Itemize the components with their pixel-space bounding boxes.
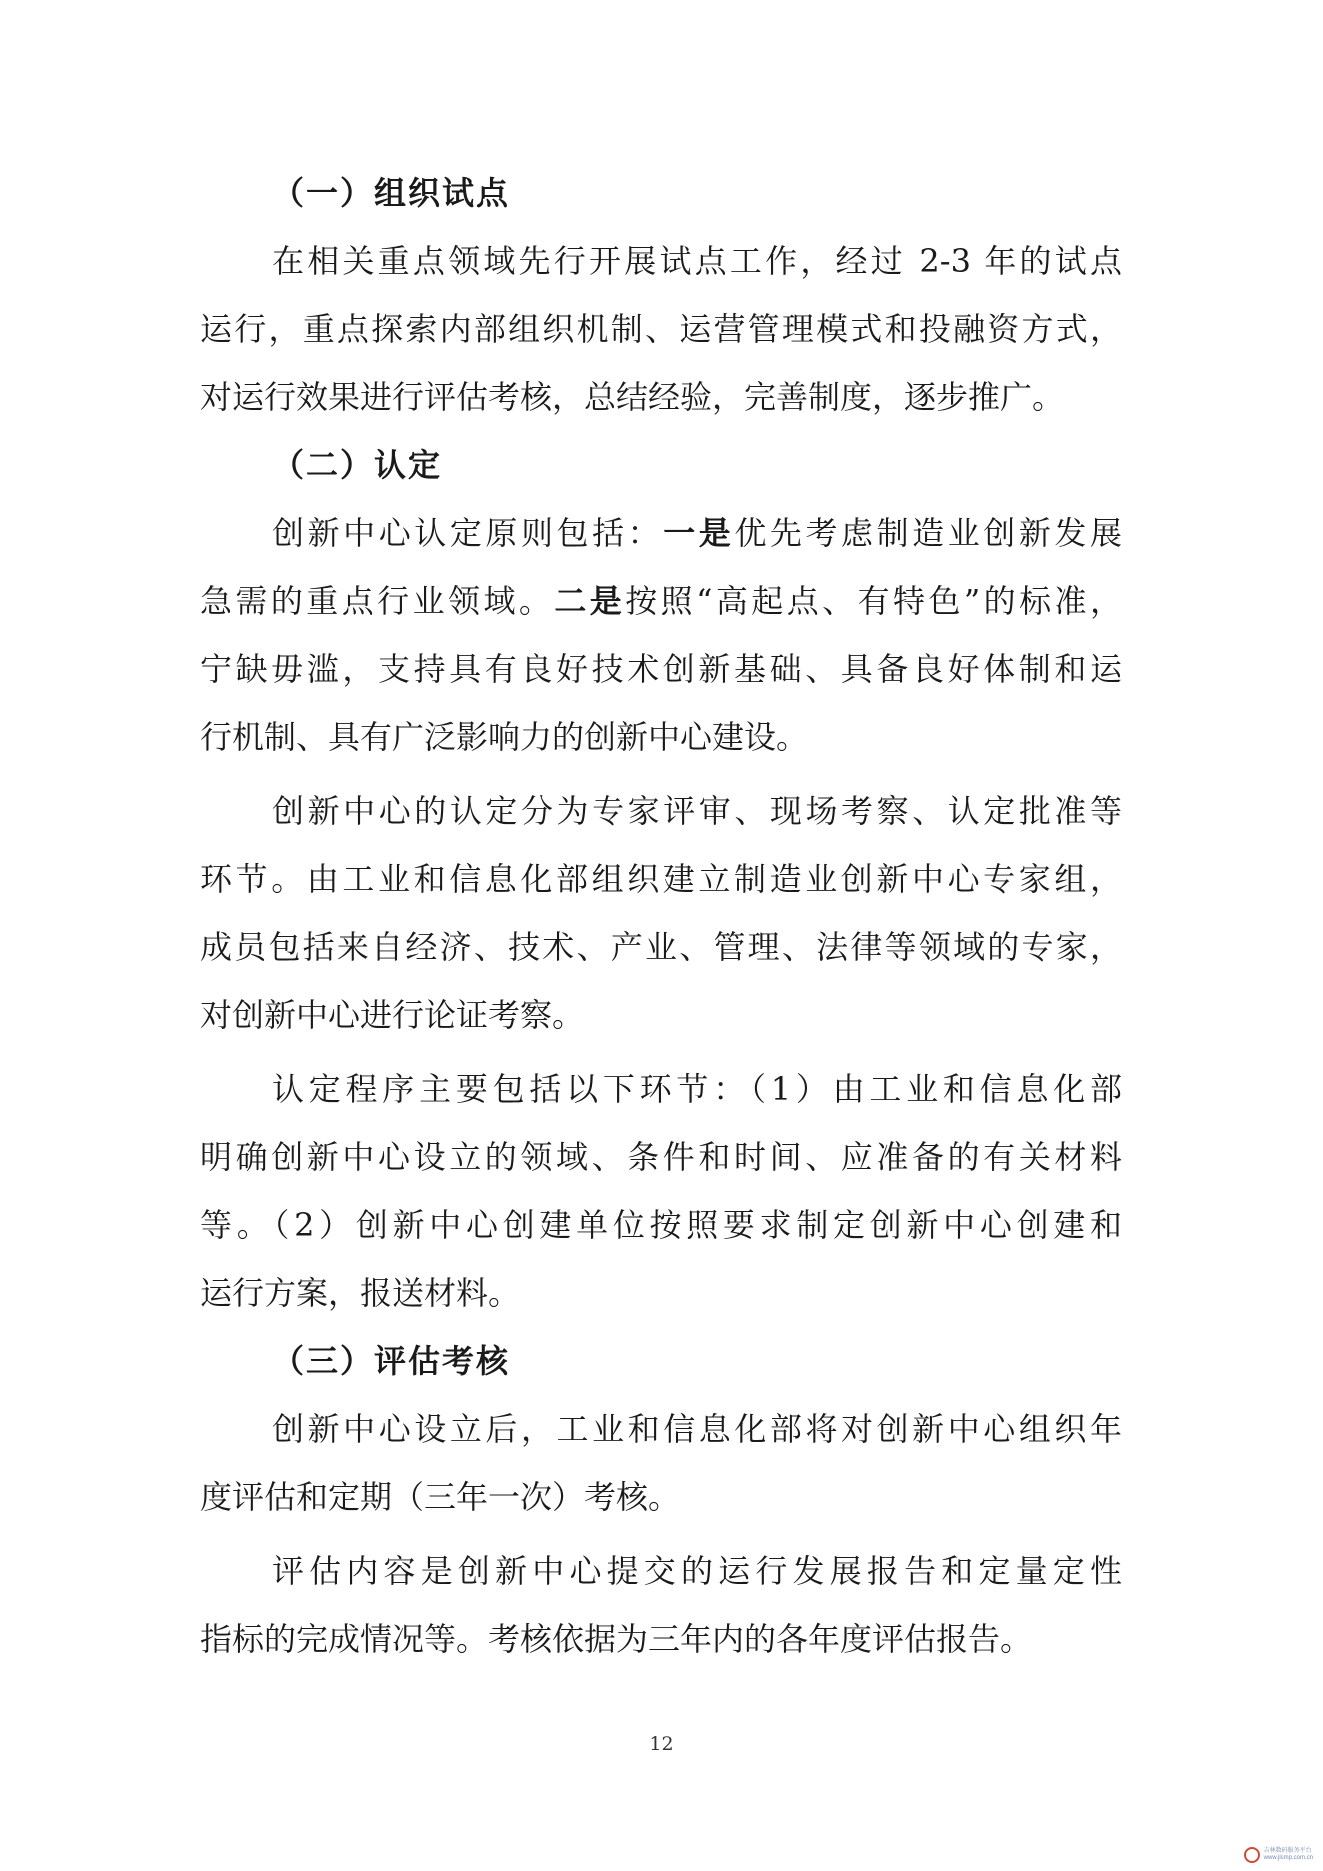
paragraph-line: 环节。由工业和信息化部组织建立制造业创新中心专家组， <box>200 860 1122 898</box>
paragraph-line: 在相关重点领域先行开展试点工作，经过 2-3 年的试点 <box>272 242 1122 280</box>
paragraph-line: 对运行效果进行评估考核，总结经验，完善制度，逐步推广。 <box>200 378 1065 416</box>
watermark-line-2: www.jlsmp.com.cn <box>1263 1855 1313 1861</box>
text-span: 按照“高起点、有特色”的标准， <box>625 582 1122 620</box>
paragraph-line <box>272 498 1122 568</box>
paragraph-line: 指标的完成情况等。考核依据为三年内的各年度评估报告。 <box>200 1620 1033 1658</box>
paragraph-line: 度评估和定期（三年一次）考核。 <box>200 1478 681 1516</box>
paragraph-line: 等。（2）创新中心创建单位按照要求制定创新中心创建和 <box>200 1206 1122 1244</box>
watermark <box>1244 1847 1313 1863</box>
paragraph-line: 运行，重点探索内部组织机制、运营管理模式和投融资方式， <box>200 310 1122 348</box>
logo-icon <box>1244 1847 1260 1863</box>
emphasis-text: 二是 <box>554 582 626 620</box>
section-heading-3: （三）评估考核 <box>272 1342 511 1380</box>
paragraph-line: 运行方案，报送材料。 <box>200 1274 521 1312</box>
section-heading-1: （一）组织试点 <box>272 174 511 212</box>
paragraph-line: 对创新中心进行论证考察。 <box>200 996 585 1034</box>
text-span: 优先考虑制造业创新发展 <box>734 514 1122 552</box>
paragraph-line: 成员包括来自经济、技术、产业、管理、法律等领域的专家， <box>200 928 1122 966</box>
watermark-line-1: 吉林数码服务平台 <box>1263 1848 1312 1854</box>
watermark-text-block <box>1264 1848 1313 1862</box>
paragraph-line <box>200 566 1122 636</box>
emphasis-text: 一是 <box>663 514 735 552</box>
paragraph-line: 创新中心设立后，工业和信息化部将对创新中心组织年 <box>272 1410 1122 1448</box>
paragraph-line: 创新中心的认定分为专家评审、现场考察、认定批准等 <box>272 792 1122 830</box>
section-heading-2: （二）认定 <box>272 446 443 484</box>
text-span: 创新中心认定原则包括： <box>272 514 664 552</box>
text-span: 急需的重点行业领域。 <box>200 582 555 620</box>
paragraph-line: 评估内容是创新中心提交的运行发展报告和定量定性 <box>272 1552 1122 1590</box>
paragraph-line: 行机制、具有广泛影响力的创新中心建设。 <box>200 718 809 756</box>
page-number: 12 <box>649 1733 674 1755</box>
paragraph-line: 认定程序主要包括以下环节：（1）由工业和信息化部 <box>272 1070 1122 1108</box>
paragraph-line: 明确创新中心设立的领域、条件和时间、应准备的有关材料 <box>200 1138 1122 1176</box>
paragraph-line: 宁缺毋滥，支持具有良好技术创新基础、具备良好体制和运 <box>200 650 1122 688</box>
